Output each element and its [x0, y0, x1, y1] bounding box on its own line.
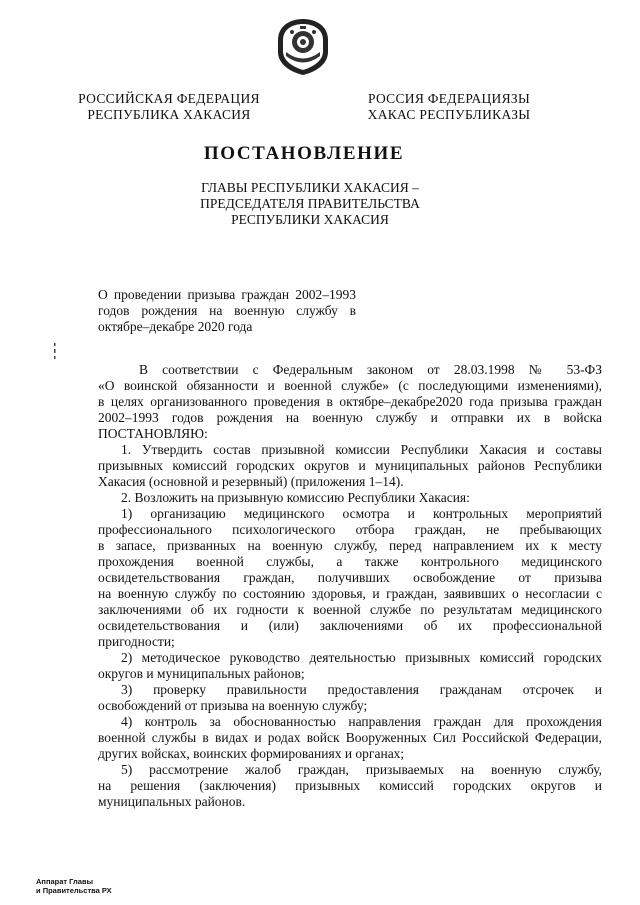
- subject-line: годов рождения на военную службу в: [98, 303, 356, 318]
- body-line: В соответствии с Федеральным законом от 28.03.1998 № 53-ФЗ: [139, 362, 602, 377]
- body-line: 2. Возложить на призывную комиссию Республики Хакасия:: [121, 490, 470, 505]
- issuing-authority: [160, 180, 460, 228]
- body-line: освидетельствования граждан, получивших освобождение от призыва: [98, 570, 602, 585]
- item-2-paragraph: [98, 490, 602, 506]
- footer-stamp: [36, 877, 112, 895]
- body-line: ПОСТАНОВЛЯЮ:: [98, 426, 208, 441]
- body-line: профессионального психологического отбора граждан, не пребывающих: [98, 522, 602, 537]
- header-right-line-1: РОССИЯ ФЕДЕРАЦИЯЗЫ: [367, 91, 531, 106]
- header-right: [360, 91, 538, 123]
- body-line: других войсках, воинских формированиях и органах;: [98, 746, 405, 761]
- body-line: 4) контроль за обоснованностью направления граждан для прохождения: [121, 714, 602, 729]
- authority-line: РЕСПУБЛИКИ ХАКАСИЯ: [231, 212, 389, 227]
- header-left-line-2: РЕСПУБЛИКА ХАКАСИЯ: [87, 107, 251, 122]
- subitem-5-paragraph: [98, 762, 602, 810]
- coat-of-arms-icon: [276, 18, 330, 76]
- body-line: в запасе, призванных на военную службу, перед направлением их к месту: [98, 538, 602, 553]
- header-right-line-2: ХАКАС РЕСПУБЛИКАЗЫ: [367, 107, 531, 122]
- document-type-title: ПОСТАНОВЛЕНИЕ: [203, 143, 405, 164]
- body-line: 2) методическое руководство деятельностью призывных комиссий городских: [121, 650, 602, 665]
- footer-stamp-line: и Правительства РХ: [36, 886, 112, 895]
- body-line: освобождений от призыва на военную службу;: [98, 698, 368, 713]
- body-line: призывных комиссий городских округов и муниципальных районов Республики: [98, 458, 602, 473]
- body-line: 3) проверку правильности предоставления гражданам отсрочек и: [121, 682, 602, 697]
- body-line: «О воинской обязанности и военной службе» (с последующими изменениями),: [98, 378, 602, 393]
- item-1-paragraph: [98, 442, 602, 490]
- subject-line: О проведении призыва граждан 2002–1993: [98, 287, 356, 302]
- authority-line: ГЛАВЫ РЕСПУБЛИКИ ХАКАСИЯ –: [201, 180, 419, 195]
- header-left-line-1: РОССИЙСКАЯ ФЕДЕРАЦИЯ: [78, 91, 260, 106]
- body-line: на военную службу по состоянию здоровья, и граждан, заявивших о несогласии с: [98, 586, 602, 601]
- body-line: округов и муниципальных районов;: [98, 666, 305, 681]
- header-left: [78, 91, 260, 123]
- body-line: 1. Утвердить состав призывной комиссии Республики Хакасия и составы: [121, 442, 602, 457]
- document-body: [98, 362, 602, 810]
- subject-line: октябре–декабре 2020 года: [98, 319, 253, 334]
- subitem-1-paragraph: [98, 506, 602, 650]
- preamble-paragraph: [98, 362, 602, 442]
- body-line: пригодности;: [98, 634, 175, 649]
- body-line: 5) рассмотрение жалоб граждан, призываемых на военную службу,: [121, 762, 602, 777]
- body-line: заключениями об их годности к военной службе по результатам медицинского: [98, 602, 602, 617]
- body-line: освидетельствования и (или) заключениями об их профессиональной: [98, 618, 602, 633]
- body-line: военной службы в видах и родах войск Вооруженных Сил Российской Федерации,: [98, 730, 602, 745]
- document-subject: [98, 287, 356, 335]
- body-line: на решения (заключения) призывных комиссий городских округов и: [98, 778, 602, 793]
- body-line: 1) организацию медицинского осмотра и контрольных мероприятий: [121, 506, 602, 521]
- body-line: Хакасия (основной и резервный) (приложения 1–14).: [98, 474, 404, 489]
- subitem-3-paragraph: [98, 682, 602, 714]
- subitem-2-paragraph: [98, 650, 602, 682]
- body-line: прохождения военной службы, а также контрольного медицинского: [98, 554, 602, 569]
- body-line: муниципальных районов.: [98, 794, 246, 809]
- body-line: 2002–1993 годов рождения на военную службу и отправки их в войска: [98, 410, 602, 425]
- authority-line: ПРЕДСЕДАТЕЛЯ ПРАВИТЕЛЬСТВА: [200, 196, 420, 211]
- footer-stamp-line: Аппарат Главы: [36, 877, 93, 886]
- margin-mark: [53, 343, 57, 363]
- body-line: в целях организованного проведения в октябре–декабре2020 года призыва граждан: [98, 394, 602, 409]
- subitem-4-paragraph: [98, 714, 602, 762]
